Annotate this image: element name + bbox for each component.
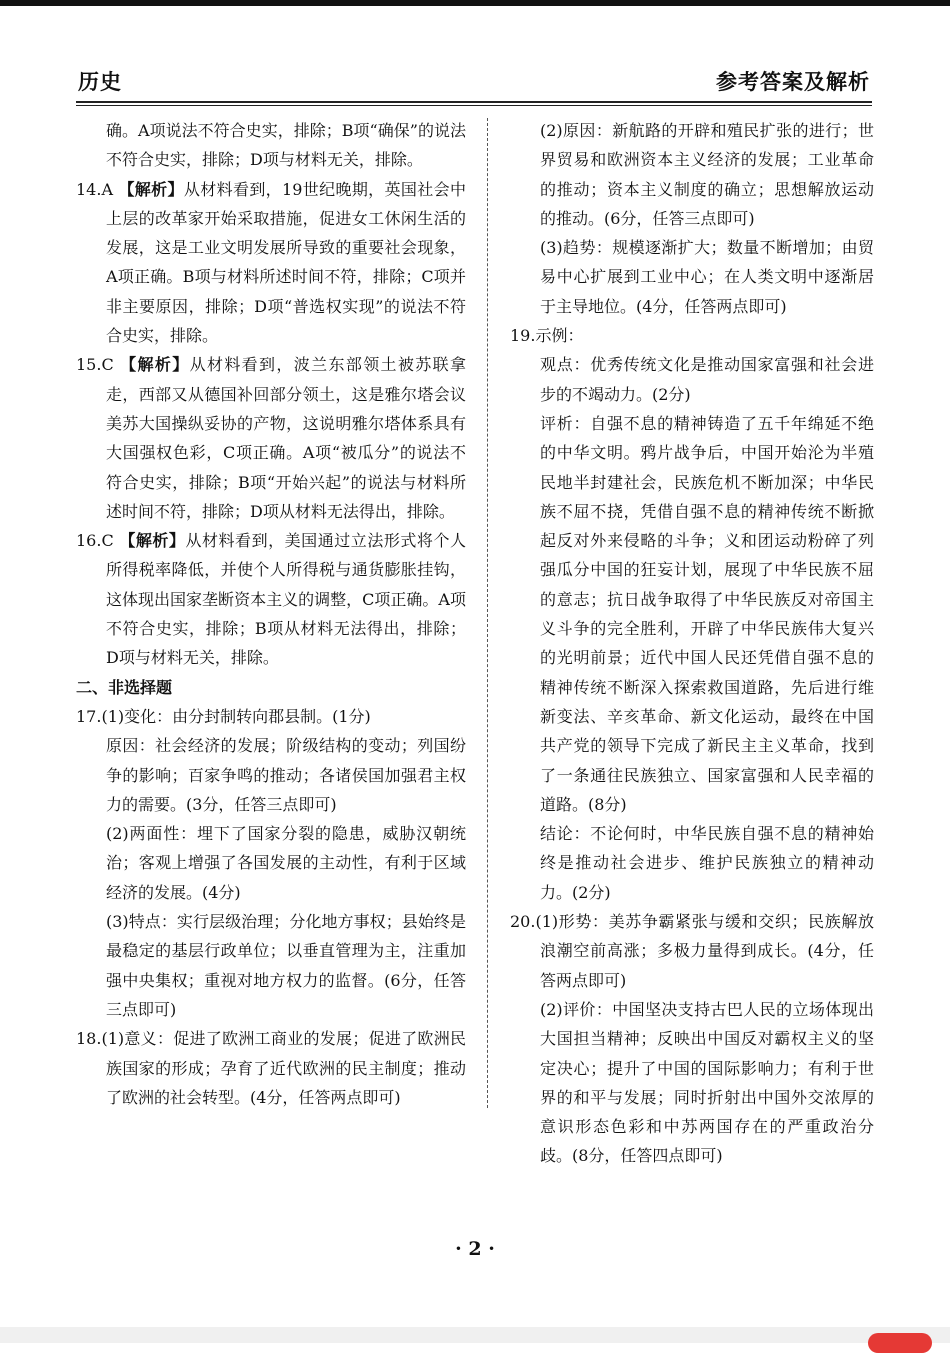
header-rule-thin — [76, 105, 872, 106]
answer-text: 从材料看到，波兰东部领土被苏联拿走，西部又从德国补回部分领土，这是雅尔塔会议美苏大国操纵妥协的产物，这说明雅尔塔体系具有大国强权色彩，C项正确。A项“被瓜分”的说法不符合史实，排除；B项“开始兴起”的说法与材料所述时间不符，排除；D项从材料无法得出，排除。 — [106, 355, 466, 521]
question-number: 15.C — [76, 355, 114, 375]
answer-text: (1)变化：由分封制转向郡县制。(1分) — [101, 706, 371, 726]
answer-item — [76, 350, 466, 526]
answer-item — [76, 702, 466, 731]
question-number: 19. — [510, 326, 536, 346]
analysis-tag: 【解析】 — [120, 355, 190, 375]
subject-title: 历史 — [78, 69, 122, 94]
header-rule — [76, 101, 872, 103]
question-number: 16.C — [76, 531, 114, 551]
left-column — [76, 116, 466, 1112]
answer-text: (1)意义：促进了欧洲工商业的发展；促进了欧洲民族国家的形成；孕育了近代欧洲的民主制度；推动了欧洲的社会转型。(4分，任答两点即可) — [101, 1029, 466, 1107]
answer-continuation: 确。A项说法不符合史实，排除；B项“确保”的说法不符合史实，排除；D项与材料无关，排除。 — [106, 121, 466, 170]
answer-item — [76, 175, 466, 351]
answer-paragraph: 评析：自强不息的精神铸造了五千年绵延不绝的中华文明。鸦片战争后，中国开始沦为半殖民地半封建社会，民族危机不断加深；中华民族不屈不挠，凭借自强不息的精神传统不断掀起反对外来侵略的斗争；义和团运动粉碎了列强瓜分中国的狂妄计划，展现了中华民族不屈的意志；抗日战争取得了中华民族反对帝国主义斗争的完全胜利，开辟了中华民族伟大复兴的光明前景；近代中国人民还凭借自强不息的精神传统不断深入探索救国道路，先后进行维新变法、辛亥革命、新文化运动，最终在中国共产党的领导下完成了新民主主义革命，找到了一条通往民族独立、国家富强和人民幸福的道路。(8分) — [540, 413, 874, 814]
answer-text: 从材料看到，19世纪晚期，英国社会中上层的改革家开始采取措施，促进女工休闲生活的发展，这是工业文明发展所导致的重要社会现象，A项正确。B项与材料所述时间不符，排除；C项并非主要原因，排除；D项“普选权实现”的说法不符合史实，排除。 — [106, 179, 466, 346]
question-number: 20. — [510, 912, 536, 932]
analysis-tag: 【解析】 — [119, 531, 186, 551]
page-header — [76, 66, 872, 96]
question-number: 14.A — [76, 179, 113, 199]
answer-item — [510, 321, 874, 350]
answer-paragraph: (3)趋势：规模逐渐扩大；数量不断增加；由贸易中心扩展到工业中心；在人类文明中逐渐居于主导地位。(4分，任答两点即可) — [540, 238, 874, 316]
answer-item — [76, 1024, 466, 1112]
answer-paragraph: (2)原因：新航路的开辟和殖民扩张的进行；世界贸易和欧洲资本主义经济的发展；工业革命的推动；资本主义制度的确立；思想解放运动的推动。(6分，任答三点即可) — [540, 121, 874, 228]
analysis-tag: 【解析】 — [118, 179, 184, 199]
answer-item — [510, 907, 874, 995]
top-border — [0, 0, 950, 6]
section-title: 参考答案及解析 — [716, 69, 870, 94]
answer-item — [76, 526, 466, 672]
answer-paragraph: 原因：社会经济的发展；阶级结构的变动；列国纷争的影响；百家争鸣的推动；各诸侯国加强君主权力的需要。(3分，任答三点即可) — [106, 736, 466, 814]
question-number: 18. — [76, 1029, 102, 1049]
answer-paragraph: (2)评价：中国坚决支持古巴人民的立场体现出大国担当精神；反映出中国反对霸权主义的坚定决心；提升了中国的国际影响力；有利于世界的和平与发展；同时折射出中国外交浓厚的意识形态色彩和中苏两国存在的严重政治分歧。(8分，任答四点即可) — [540, 999, 874, 1166]
floating-badge[interactable] — [868, 1333, 932, 1353]
column-divider — [487, 118, 488, 1108]
answer-paragraph: (3)特点：实行层级治理；分化地方事权；县始终是最稳定的基层行政单位；以垂直管理为主，注重加强中央集权；重视对地方权力的监督。(6分，任答三点即可) — [106, 912, 466, 1019]
section-heading: 二、非选择题 — [76, 677, 173, 697]
answer-paragraph: (2)两面性：埋下了国家分裂的隐患，威胁汉朝统治；客观上增强了各国发展的主动性，有利于区域经济的发展。(4分) — [106, 824, 466, 902]
answer-text: 示例： — [535, 326, 584, 346]
answer-text: 从材料看到，美国通过立法形式将个人所得税率降低，并使个人所得税与通货膨胀挂钩，这体现出国家垄断资本主义的调整，C项正确。A项不符合史实，排除；B项从材料无法得出，排除；D项与材料无关，排除。 — [106, 531, 466, 668]
right-column — [510, 116, 874, 1171]
answer-text: (1)形势：美苏争霸紧张与缓和交织；民族解放浪潮空前高涨；多极力量得到成长。(4分，任答两点即可) — [535, 912, 874, 990]
page-number: · 2 · — [455, 1238, 495, 1260]
question-number: 17. — [76, 706, 102, 726]
answer-paragraph: 观点：优秀传统文化是推动国家富强和社会进步的不竭动力。(2分) — [540, 355, 874, 404]
bottom-bar — [0, 1327, 950, 1343]
answer-paragraph: 结论：不论何时，中华民族自强不息的精神始终是推动社会进步、维护民族独立的精神动力。(2分) — [540, 824, 874, 902]
